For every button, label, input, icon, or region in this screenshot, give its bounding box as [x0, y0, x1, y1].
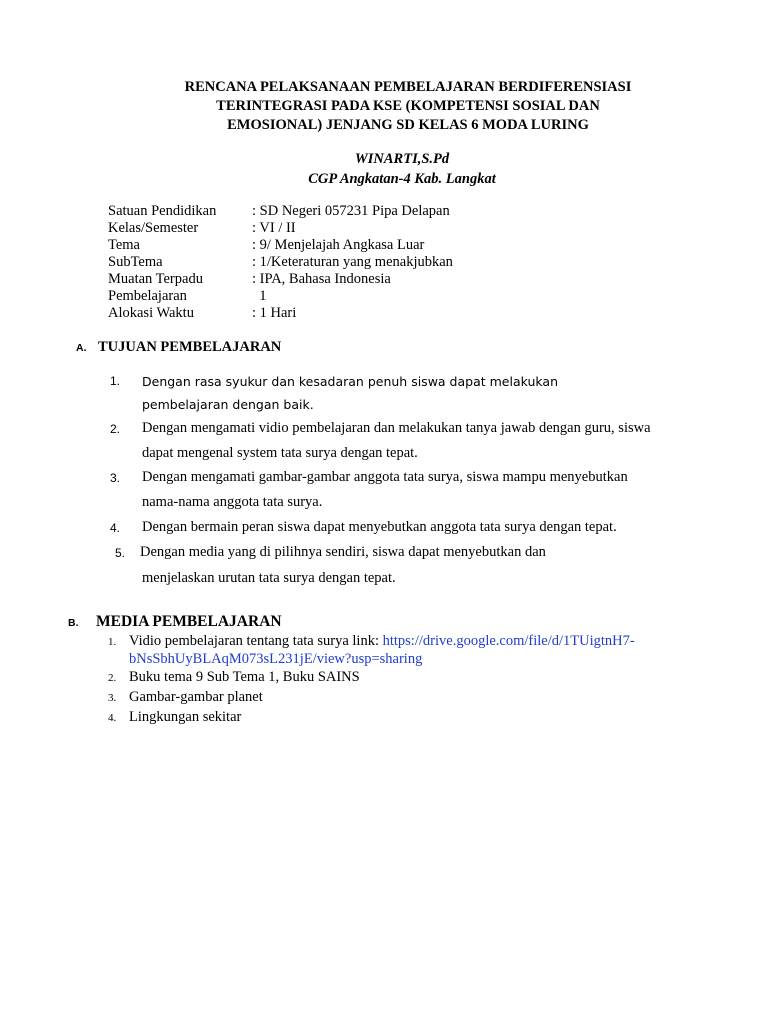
info-label: Alokasi Waktu [108, 305, 194, 321]
info-row [108, 220, 453, 237]
list-item [108, 708, 708, 726]
info-value: : 9/ Menjelajah Angkasa Luar [252, 237, 425, 253]
item-number: 5. [115, 546, 126, 560]
info-value: : VI / II [252, 220, 296, 236]
media-list [108, 632, 708, 726]
info-label: SubTema [108, 254, 163, 270]
item-label: Vidio pembelajaran tentang tata surya link: [129, 633, 383, 649]
item-number: 3. [108, 692, 117, 704]
drive-link[interactable]: https://drive.google.com/file/d/1TUigtnH7- [382, 633, 635, 649]
item-text: Buku tema 9 Sub Tema 1, Buku SAINS [129, 669, 360, 685]
title-line-3: EMOSIONAL) JENJANG SD KELAS 6 MODA LURING [227, 117, 589, 133]
drive-link-continued[interactable]: bNsSbhUyBLAqM073sL231jE/view?usp=sharing [129, 651, 423, 667]
item-line-1: Dengan rasa syukur dan kesadaran penuh siswa dapat melakukan [142, 374, 558, 389]
item-number: 4. [108, 712, 117, 724]
item-number: 1. [110, 374, 121, 388]
item-line-2: dapat mengenal system tata surya dengan tepat. [142, 445, 418, 461]
list-item [108, 668, 708, 686]
info-value: : 1 Hari [252, 305, 297, 321]
info-row [108, 271, 453, 288]
item-line-2: pembelajaran dengan baik. [142, 397, 314, 412]
info-label: Kelas/Semester [108, 220, 199, 236]
item-number: 1. [108, 636, 117, 648]
info-row [108, 203, 453, 220]
info-value: : 1/Keteraturan yang menakjubkan [252, 254, 453, 270]
item-text [129, 632, 708, 668]
item-line-1: Dengan media yang di pilihnya sendiri, siswa dapat menyebutkan dan [140, 544, 546, 560]
info-label: Satuan Pendidikan [108, 203, 217, 219]
info-value: 1 [252, 288, 267, 304]
document-title [0, 78, 768, 135]
info-row [108, 305, 453, 322]
info-label: Muatan Terpadu [108, 271, 203, 287]
section-a-letter: A. [76, 342, 87, 354]
info-label: Tema [108, 237, 140, 253]
item-line-1: Dengan bermain peran siswa dapat menyebutkan anggota tata surya dengan tepat. [142, 519, 617, 535]
list-item [108, 632, 708, 668]
title-line-1: RENCANA PELAKSANAAN PEMBELAJARAN BERDIFERENSIASI [184, 79, 632, 95]
info-value: : IPA, Bahasa Indonesia [252, 271, 391, 287]
info-row [108, 288, 453, 305]
list-item [108, 688, 708, 706]
title-line-2: TERINTEGRASI PADA KSE (KOMPETENSI SOSIAL DAN [216, 98, 600, 114]
item-line-2: nama-nama anggota tata surya. [142, 494, 323, 510]
section-a-title: TUJUAN PEMBELAJARAN [98, 339, 282, 355]
item-number: 4. [110, 521, 121, 535]
item-text: Lingkungan sekitar [129, 709, 242, 725]
info-label: Pembelajaran [108, 288, 187, 304]
item-line-2: menjelaskan urutan tata surya dengan tepat. [142, 570, 396, 586]
item-number: 3. [110, 471, 121, 485]
info-value: : SD Negeri 057231 Pipa Delapan [252, 203, 450, 219]
item-number: 2. [108, 672, 117, 684]
item-line-1: Dengan mengamati vidio pembelajaran dan melakukan tanya jawab dengan guru, siswa [142, 420, 651, 436]
item-line-1: Dengan mengamati gambar-gambar anggota tata surya, siswa mampu menyebutkan [142, 469, 628, 485]
author-name: WINARTI,S.Pd [354, 151, 450, 167]
author-block [0, 149, 768, 189]
info-row [108, 254, 453, 271]
section-b-letter: B. [68, 617, 79, 629]
author-role: CGP Angkatan-4 Kab. Langkat [308, 171, 496, 187]
section-b-title: MEDIA PEMBELAJARAN [96, 613, 282, 630]
item-text: Gambar-gambar planet [129, 689, 263, 705]
info-row [108, 237, 453, 254]
identity-table [108, 203, 453, 322]
item-number: 2. [110, 422, 121, 436]
